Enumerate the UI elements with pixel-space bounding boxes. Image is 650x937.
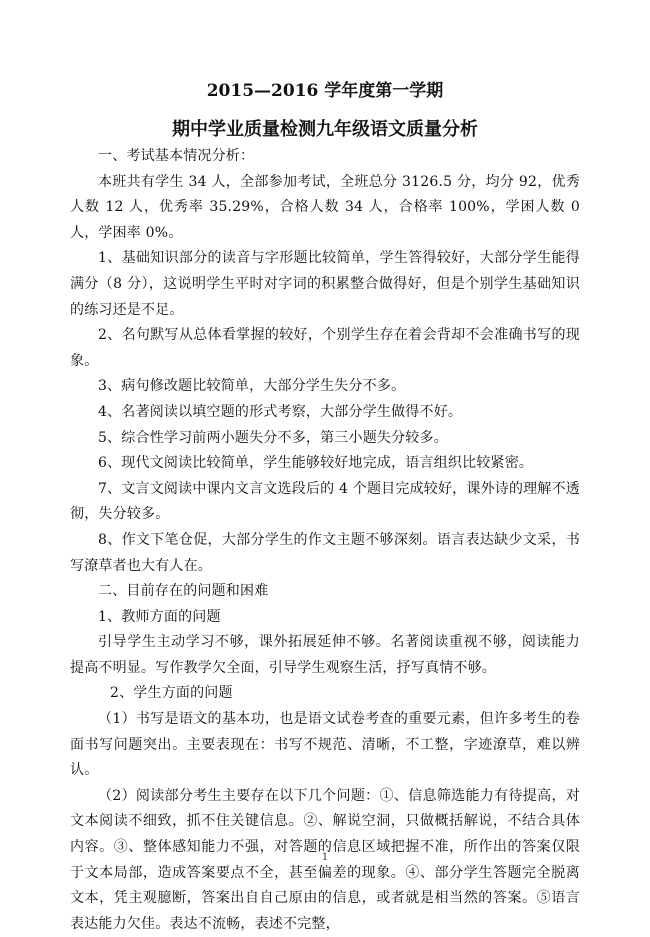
paragraph-item-2-dictation: 2、名句默写从总体看掌握的较好，个别学生存在着会背却不会准确书写的现象。: [70, 327, 580, 369]
subheading-student-problems: 2、学生方面的问题: [110, 685, 233, 702]
paragraph-student-reading: （2）阅读部分考生主要存在以下几个问题：①、信息筛选能力有待提高，对文本阅读不细致，抓不住关键信息。②、解说空洞，只做概括解说，不结合具体内容。③、整体感知能力不强，对答题的信息区域把握不准，所作出的答案仅限于文本局部，造成答案要点不全，甚至偏差的现象。④、部分学生答题完全脱离文本，凭主观臆断，答案出自自己原由的信息，或者就是相当然的答案。⑤语言表达能力欠佳。表达不流畅，表述不完整，: [70, 787, 580, 932]
paragraph-class-statistics: 本班共有学生 34 人，全部参加考试，全班总分 3126.5 分，均分 92，优秀人数 12 人，优秀率 35.29%，合格人数 34 人，合格率 100%，学困人数 0 人，学困率 0%。: [70, 173, 580, 241]
paragraph-item-5-integrated-learning: 5、综合性学习前两小题失分不多，第三小题失分较多。: [98, 429, 448, 446]
paragraph-item-6-modern-reading: 6、现代文阅读比较简单，学生能够较好地完成，语言组织比较紧密。: [98, 455, 534, 472]
paragraph-item-1-basics: 1、基础知识部分的读音与字形题比较简单，学生答得较好，大部分学生能得满分（8 分），这说明学生平时对字词的积累整合做得好，但是个别学生基础知识的练习还是不足。: [70, 250, 580, 318]
paragraph-item-3-sentence-correction: 3、病句修改题比较简单，大部分学生失分不多。: [98, 378, 406, 395]
paragraph-student-handwriting: （1）书写是语文的基本功，也是语文试卷考查的重要元素，但许多考生的卷面书写问题突出。主要表现在：书写不规范、清晰，不工整，字迹潦草，难以辨认。: [70, 711, 580, 779]
document-body: [70, 144, 580, 937]
section-heading-problems: 二、目前存在的问题和困难: [98, 583, 269, 600]
document-title-year: 2015—2016 学年度第一学期: [206, 81, 444, 101]
paragraph-item-8-composition: 8、作文下笔仓促，大部分学生的作文主题不够深刻。语言表达缺少文采，书写潦草者也大有人在。: [70, 531, 580, 574]
section-heading-exam-overview: 一、考试基本情况分析：: [98, 148, 255, 164]
document-title-main: 期中学业质量检测九年级语文质量分析: [172, 119, 478, 140]
paragraph-item-4-classics-reading: 4、名著阅读以填空题的形式考察，大部分学生做得不好。: [98, 403, 463, 420]
page-number: 1: [321, 852, 329, 863]
subheading-teacher-problems: 1、教师方面的问题: [98, 608, 221, 625]
paragraph-teacher-problems: 引导学生主动学习不够，课外拓展延伸不够。名著阅读重视不够，阅读能力提高不明显。写作教学欠全面，引导学生观察生活，抒写真情不够。: [70, 634, 580, 676]
paragraph-item-7-classical-chinese: 7、文言文阅读中课内文言文选段后的 4 个题目完成较好，课外诗的理解不透彻，失分较多。: [70, 480, 580, 523]
